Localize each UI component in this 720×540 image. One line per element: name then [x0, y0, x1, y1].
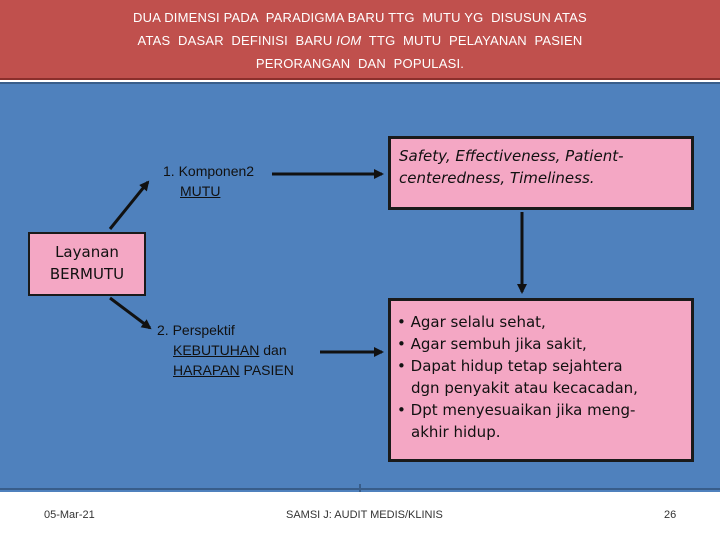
needs-item-3 [397, 355, 685, 377]
header-title-line-1: DUA DIMENSI PADA PARADIGMA BARU TTG MUTU YG DISUSUN ATAS [133, 10, 587, 25]
branch-perspektif-pasien: PASIEN [239, 362, 294, 378]
needs-item-4-text: Dpt menyesuaikan jika meng- [410, 401, 636, 419]
branch-komponen-mutu [163, 161, 254, 201]
footer-page-number: 26 [664, 509, 677, 521]
branch-perspektif-dan: dan [259, 342, 287, 358]
needs-item-4 [397, 399, 685, 421]
needs-item-3-cont-text: dgn penyakit atau kecacadan, [411, 379, 638, 397]
branch-perspektif [157, 320, 294, 380]
needs-item-2-text: Agar sembuh jika sakit, [410, 335, 587, 353]
branch-perspektif-harapan: HARAPAN [173, 362, 240, 378]
header-title-iom: IOM [336, 33, 362, 48]
branch-perspektif-line-3 [157, 360, 294, 380]
footer-date: 05-Mar-21 [44, 509, 95, 521]
bullet-4: • [397, 401, 406, 419]
branch-komponen-line-2: MUTU [180, 183, 221, 199]
header-title-line-2b: TTG MUTU PELAYANAN PASIEN [361, 33, 583, 48]
needs-item-2 [397, 333, 685, 355]
branch-perspektif-line-2 [157, 340, 294, 360]
bullet-1: • [397, 313, 406, 331]
arrow-root-to-perspektif [110, 298, 150, 328]
components-box [388, 136, 694, 210]
root-node-line-1: Layanan [55, 243, 119, 261]
branch-perspektif-kebutuhan: KEBUTUHAN [173, 342, 260, 358]
needs-item-1-text: Agar selalu sehat, [410, 313, 546, 331]
components-line-1: Safety, Effectiveness, Patient- [399, 147, 624, 165]
footer-center-text: SAMSI J: AUDIT MEDIS/KLINIS [286, 509, 443, 521]
branch-komponen-line-1: 1. Komponen2 [163, 163, 255, 179]
needs-item-3-cont [397, 377, 685, 399]
arrow-root-to-komponen [110, 182, 148, 229]
bullet-3: • [397, 357, 406, 375]
needs-box [388, 298, 694, 462]
root-node-layanan-bermutu [28, 232, 146, 296]
branch-perspektif-line-1: 2. Perspektif [157, 322, 235, 338]
needs-item-3-text: Dapat hidup tetap sejahtera [410, 357, 623, 375]
header-title-line-3: PERORANGAN DAN POPULASI. [255, 56, 465, 71]
needs-item-1 [397, 311, 685, 333]
header-title-line-2a: ATAS DASAR DEFINISI BARU [137, 33, 337, 48]
root-node-line-2: BERMUTU [49, 265, 125, 283]
needs-item-4-cont [397, 421, 685, 443]
bullet-2: • [397, 335, 406, 353]
needs-item-4-cont-text: akhir hidup. [411, 423, 501, 441]
components-line-2: centeredness, Timeliness. [399, 169, 595, 187]
